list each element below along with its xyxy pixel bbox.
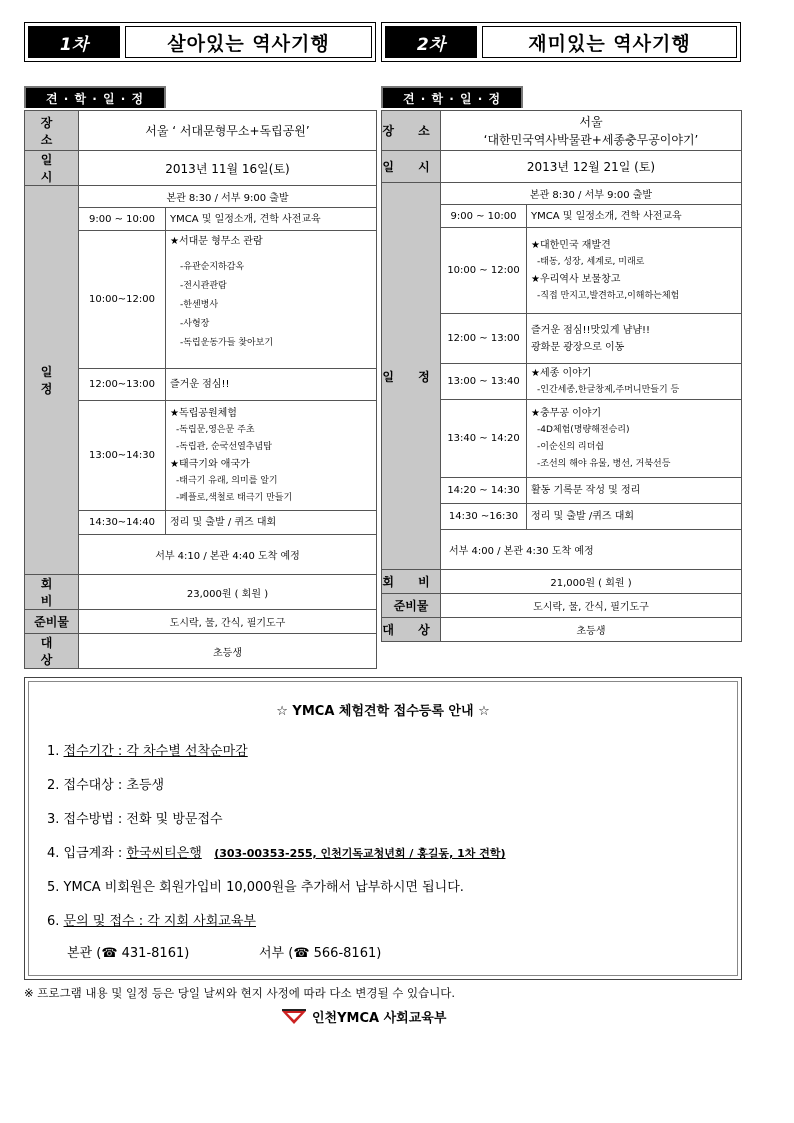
- trip1-schedule-tag: 견 · 학 · 일 · 정: [24, 86, 166, 108]
- trip1-depart: 본관 8:30 / 서부 9:00 출발: [79, 186, 377, 208]
- trip2-date: 2013년 12월 21일 (토): [441, 151, 742, 183]
- trip2-activity: 즐거운 점심!!맛있게 냠냠!! 광화문 광장으로 이동: [527, 314, 742, 364]
- trip2-activity: 정리 및 출발 /퀴즈 대회: [527, 504, 742, 530]
- notice-item-6: 6. 문의 및 접수 : 각 지회 사회교육부: [47, 914, 256, 929]
- trip1-schedule-table: [24, 110, 377, 669]
- place-label: 장 소: [25, 111, 79, 151]
- trip2-activity: ★충무공 이야기 -4D체험(명량해전승리) -이순신의 리더쉽 -조선의 해야 유물, 병선, 거북선등: [527, 400, 742, 478]
- trip2-number: 2차: [385, 26, 477, 58]
- trip1-time: 12:00~13:00: [79, 369, 166, 401]
- trip1-time: 9:00 ~ 10:00: [79, 208, 166, 231]
- target-label: 대 상: [382, 618, 441, 642]
- trip2-depart: 본관 8:30 / 서부 9:00 출발: [441, 183, 742, 205]
- trip1-activity: YMCA 및 일정소개, 견학 사전교육: [166, 208, 377, 231]
- trip2-activity: 활동 기록문 작성 및 정리: [527, 478, 742, 504]
- trip2-place: 서울 ‘대한민국역사박물관+세종충무공이야기’: [441, 111, 742, 151]
- notice-item-5: 5. YMCA 비회원은 회원가입비 10,000원을 추가해서 납부하시면 됩니다.: [47, 880, 464, 895]
- trip2-time: 13:40 ~ 14:20: [441, 400, 527, 478]
- bank-name: 한국씨티은행: [126, 846, 202, 861]
- notice-item-3: 3. 접수방법 : 전화 및 방문접수: [47, 812, 223, 827]
- notice-item-1: 1. 접수기간 : 각 차수별 선착순마감: [47, 744, 248, 759]
- trip2-time: 14:30 ~16:30: [441, 504, 527, 530]
- trip2-fee: 21,000원 ( 회원 ): [441, 570, 742, 594]
- trip2-supplies: 도시락, 물, 간식, 필기도구: [441, 594, 742, 618]
- trip1-supplies: 도시락, 물, 간식, 필기도구: [79, 610, 377, 634]
- fee-label: 회 비: [382, 570, 441, 594]
- trip2-title: 재미있는 역사기행: [482, 26, 737, 58]
- supplies-label: 준비물: [382, 594, 441, 618]
- trip1-fee: 23,000원 ( 회원 ): [79, 575, 377, 610]
- notice-inner-border: [28, 681, 738, 976]
- trip1-place: 서울 ‘ 서대문형무소+독립공원’: [79, 111, 377, 151]
- schedule-label: 일 정: [25, 186, 79, 575]
- trip2-time: 13:00 ~ 13:40: [441, 364, 527, 400]
- org-name: 인천YMCA 사회교육부: [312, 1011, 447, 1026]
- trip1-arrive: 서부 4:10 / 본관 4:40 도착 예정: [79, 535, 377, 575]
- trip2-time: 14:20 ~ 14:30: [441, 478, 527, 504]
- date-label: 일 시: [25, 151, 79, 186]
- trip2-arrive: 서부 4:00 / 본관 4:30 도착 예정: [441, 530, 742, 570]
- date-label: 일 시: [382, 151, 441, 183]
- trip2-target: 초등생: [441, 618, 742, 642]
- trip1-time: 10:00~12:00: [79, 231, 166, 369]
- trip1-activity: ★서대문 형무소 관람 -유관순지하감옥 -전시관관람 -한센병사 -사형장 -독립운동가들 찾아보기: [166, 231, 377, 369]
- trip1-activity: ★독립공원체험 -독립문,영은문 주초 -독립관, 순국선열추념탑 ★태극기와 애국가 -태극기 유래, 의미를 알기 -페플로,색철로 태극기 만들기: [166, 401, 377, 511]
- trip1-title: 살아있는 역사기행: [125, 26, 372, 58]
- trip1-activity: 정리 및 출발 / 퀴즈 대회: [166, 511, 377, 535]
- trip2-schedule-table: [381, 110, 742, 642]
- trip2-header: [381, 22, 741, 62]
- registration-notice: [24, 677, 742, 980]
- ymca-logo-icon: [282, 1009, 306, 1025]
- trip2-time: 10:00 ~ 12:00: [441, 228, 527, 314]
- notice-title: ☆ YMCA 체험견학 접수등록 안내 ☆: [276, 704, 490, 719]
- trip1-target: 초등생: [79, 634, 377, 669]
- trip1-number: 1차: [28, 26, 120, 58]
- trip2-time: 9:00 ~ 10:00: [441, 205, 527, 228]
- trip2-schedule-tag: 견 · 학 · 일 · 정: [381, 86, 523, 108]
- place-label: 장 소: [382, 111, 441, 151]
- footnote: ※ 프로그램 내용 및 일정 등은 당일 날씨와 현지 사정에 따라 다소 변경될 수 있습니다.: [24, 986, 456, 1000]
- org-footer: [282, 1007, 446, 1026]
- trip2-activity: YMCA 및 일정소개, 견학 사전교육: [527, 205, 742, 228]
- schedule-label: 일 정: [382, 183, 441, 570]
- trip1-activity: 즐거운 점심!!: [166, 369, 377, 401]
- trip1-time: 13:00~14:30: [79, 401, 166, 511]
- fee-label: 회 비: [25, 575, 79, 610]
- trip1-date: 2013년 11월 16일(토): [79, 151, 377, 186]
- supplies-label: 준비물: [25, 610, 79, 634]
- notice-item-2: 2. 접수대상 : 초등생: [47, 778, 165, 793]
- phone-main: 본관 (☎ 431-8161): [67, 946, 190, 961]
- trip2-activity: ★세종 이야기 -인간세종,한글창제,주머니만들기 등: [527, 364, 742, 400]
- trip2-activity: ★대한민국 재발견 -태동, 성장, 세계로, 미래로 ★우리역사 보물창고 -직접 만지고,발견하고,이해하는체험: [527, 228, 742, 314]
- target-label: 대 상: [25, 634, 79, 669]
- trip2-time: 12:00 ~ 13:00: [441, 314, 527, 364]
- phone-west: 서부 (☎ 566-8161): [259, 946, 382, 961]
- trip1-header: [24, 22, 376, 62]
- account-number: (303-00353-255, 인천기독교청년회 / 홍길동, 1차 견학): [214, 847, 506, 860]
- notice-item-4: 4. 입금계좌 : 한국씨티은행 (303-00353-255, 인천기독교청년회 / 홍길동, 1차 견학): [47, 846, 506, 861]
- trip1-time: 14:30~14:40: [79, 511, 166, 535]
